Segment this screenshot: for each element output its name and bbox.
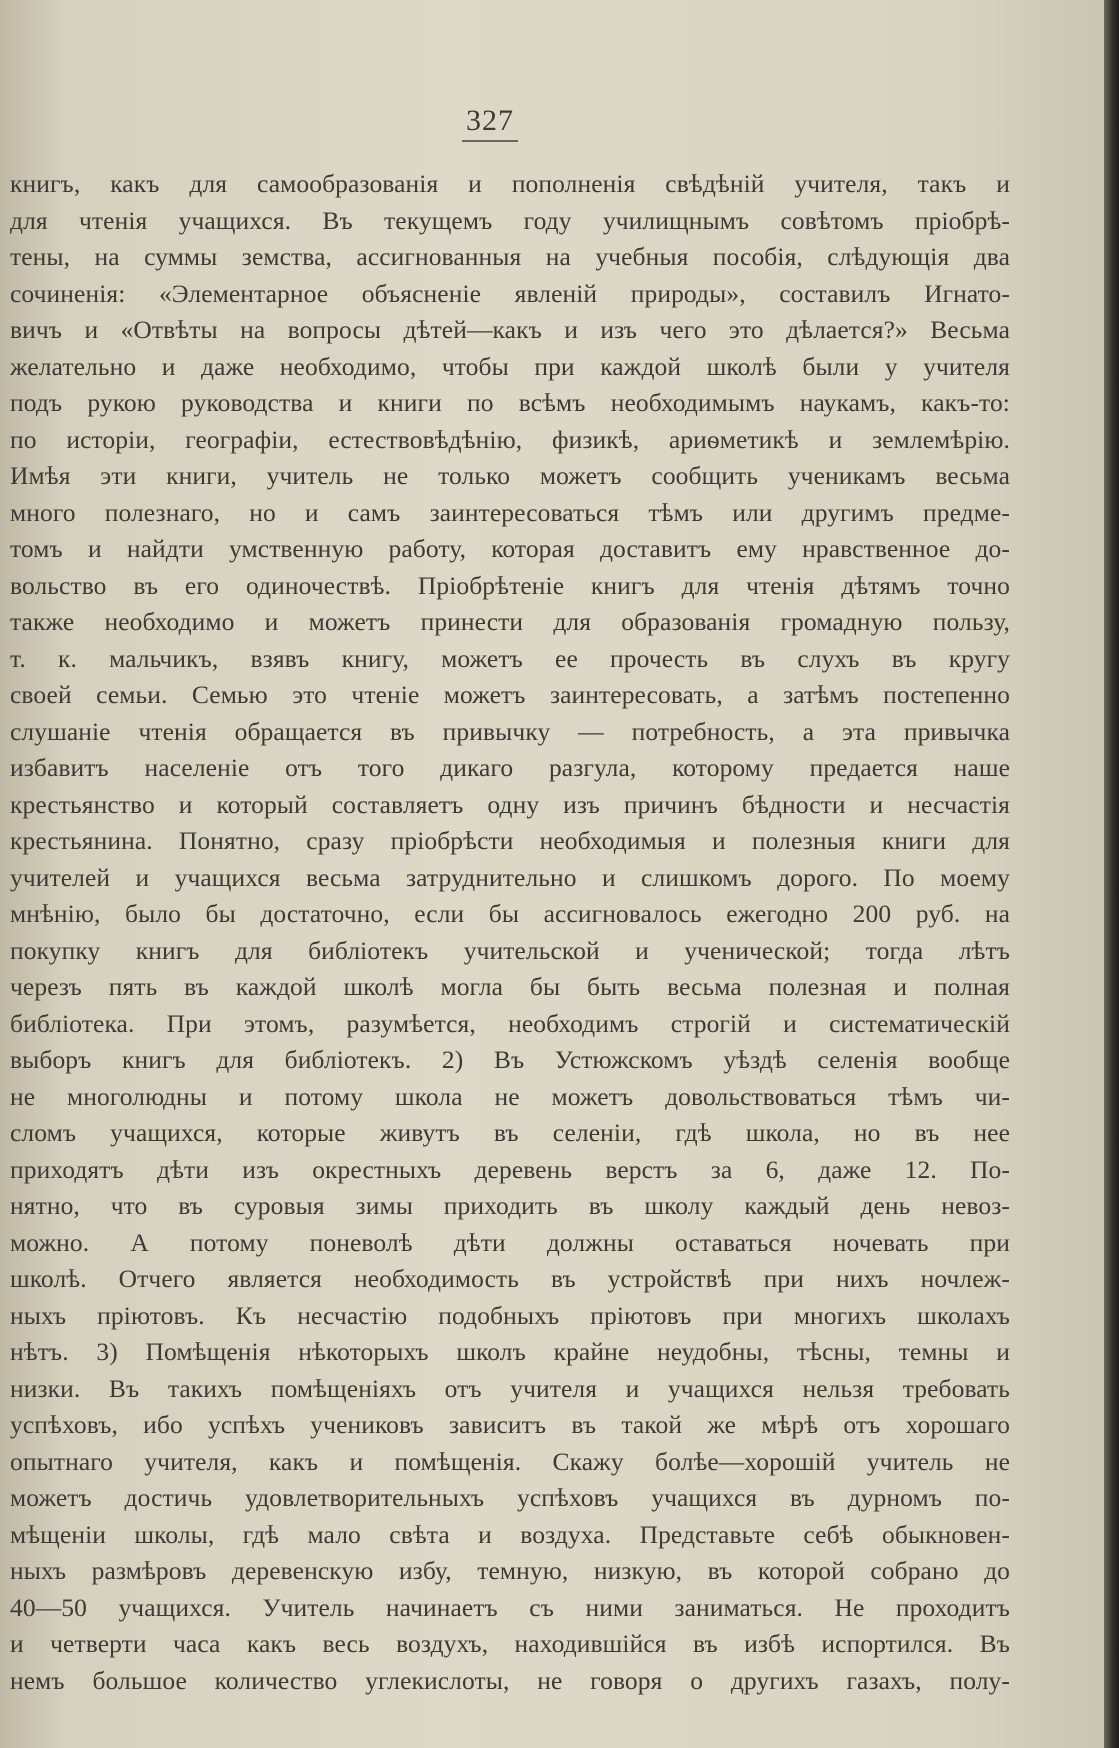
text-line: книгъ, какъ для самообразованія и пополненія свѣдѣній учителя, такъ и [10,169,1010,198]
text-line: для чтенія учащихся. Въ текущемъ году училищнымъ совѣтомъ пріобрѣ- [10,205,1010,235]
text-line: слушаніе чтенія обращается въ привычку — потребность, а эта привычка [10,716,1010,746]
text-line: ныхъ пріютовъ. Къ несчастію подобныхъ пріютовъ при многихъ школахъ [10,1300,1010,1330]
text-line: вичъ и «Отвѣты на вопросы дѣтей—какъ и изъ чего это дѣлается?» Весьма [10,315,1010,344]
text-line: не многолюдны и потому школа не можетъ довольствоваться тѣмъ чи- [10,1081,1010,1111]
text-line: можетъ достичь удовлетворительныхъ успѣховъ учащихся въ дурномъ по- [10,1483,1010,1512]
book-spine-edge [1104,0,1119,1748]
text-line: избавитъ населеніе отъ того дикаго разгула, которому предается наше [10,753,1010,782]
text-line: нятно, что въ суровыя зимы приходить въ школу каждый день невоз- [10,1191,1010,1220]
text-line: также необходимо и можетъ принести для образованія громадную пользу, [10,607,1010,636]
body-text [0,166,1010,1699]
text-line: низки. Въ такихъ помѣщеніяхъ отъ учителя и учащихся нельзя требовать [10,1373,1010,1403]
text-line: ныхъ размѣровъ деревенскую избу, темную, низкую, въ которой собрано до [10,1556,1010,1585]
text-line: немъ большое количество углекислоты, не говоря о другихъ газахъ, полу- [10,1665,1010,1695]
text-line: мнѣнію, было бы достаточно, если бы ассигновалось ежегодно 200 руб. на [10,899,1010,928]
page-number-underline [462,140,518,142]
text-line: желательно и даже необходимо, чтобы при каждой школѣ были у учителя [10,351,1010,381]
text-line: по исторіи, географіи, естествовѣдѣнію, физикѣ, ариѳметикѣ и землемѣрію. [10,424,1010,454]
text-line: крестьянина. Понятно, сразу пріобрѣсти необходимыя и полезныя книги для [10,826,1010,855]
text-line: подъ рукою руководства и книги по всѣмъ необходимымъ наукамъ, какъ-то: [10,388,1010,417]
text-line: опытнаго учителя, какъ и помѣщенія. Скажу болѣе—хорошій учитель не [10,1446,1010,1476]
text-line: учителей и учащихся весьма затруднительно и слишкомъ дорого. По моему [10,862,1010,892]
text-line: крестьянство и который составляетъ одну изъ причинъ бѣдности и несчастія [10,789,1010,819]
text-line: сочиненія: «Элементарное объясненіе явленій природы», составилъ Игнато- [10,278,1010,308]
text-line: своей семьи. Семью это чтеніе можетъ заинтересовать, а затѣмъ постепенно [10,680,1010,709]
text-line: приходятъ дѣти изъ окрестныхъ деревень верстъ за 6, даже 12. По- [10,1154,1010,1184]
text-line: черезъ пять въ каждой школѣ могла бы быть весьма полезная и полная [10,972,1010,1001]
page-number: 327 [466,104,514,137]
text-line: тены, на суммы земства, ассигнованныя на учебныя пособія, слѣдующія два [10,242,1010,271]
text-line: 40—50 учащихся. Учитель начинаетъ съ ними заниматься. Не проходитъ [10,1592,1010,1622]
text-line: вольство въ его одиночествѣ. Пріобрѣтеніе книгъ для чтенія дѣтямъ точно [10,570,1010,600]
text-line: успѣховъ, ибо успѣхъ учениковъ зависитъ въ такой же мѣрѣ отъ хорошаго [10,1410,1010,1439]
text-line: Имѣя эти книги, учитель не только можетъ сообщить ученикамъ весьма [10,461,1010,490]
text-line: и четверти часа какъ весь воздухъ, находившійся въ избѣ испортился. Въ [10,1629,1010,1658]
text-line: томъ и найдти умственную работу, которая доставитъ ему нравственное до- [10,534,1010,563]
text-line: покупку книгъ для библіотекъ учительской и ученической; тогда лѣтъ [10,935,1010,965]
text-line: много полезнаго, но и самъ заинтересоваться тѣмъ или другимъ предме- [10,497,1010,527]
text-line: библіотека. При этомъ, разумѣется, необходимъ строгій и систематическій [10,1008,1010,1038]
text-line: нѣтъ. 3) Помѣщенія нѣкоторыхъ школъ крайне неудобны, тѣсны, темны и [10,1337,1010,1366]
text-line: т. к. мальчикъ, взявъ книгу, можетъ ее прочесть въ слухъ въ кругу [10,643,1010,673]
text-line: выборъ книгъ для библіотекъ. 2) Въ Устюжскомъ уѣздѣ селенія вообще [10,1045,1010,1074]
text-line: мѣщеніи школы, гдѣ мало свѣта и воздуха. Представьте себѣ обыкновен- [10,1519,1010,1549]
text-line: можно. А потому поневолѣ дѣти должны оставаться ночевать при [10,1227,1010,1257]
text-line: школѣ. Отчего является необходимость въ устройствѣ при нихъ ночлеж- [10,1264,1010,1293]
text-line: сломъ учащихся, которые живутъ въ селеніи, гдѣ школа, но въ нее [10,1118,1010,1147]
